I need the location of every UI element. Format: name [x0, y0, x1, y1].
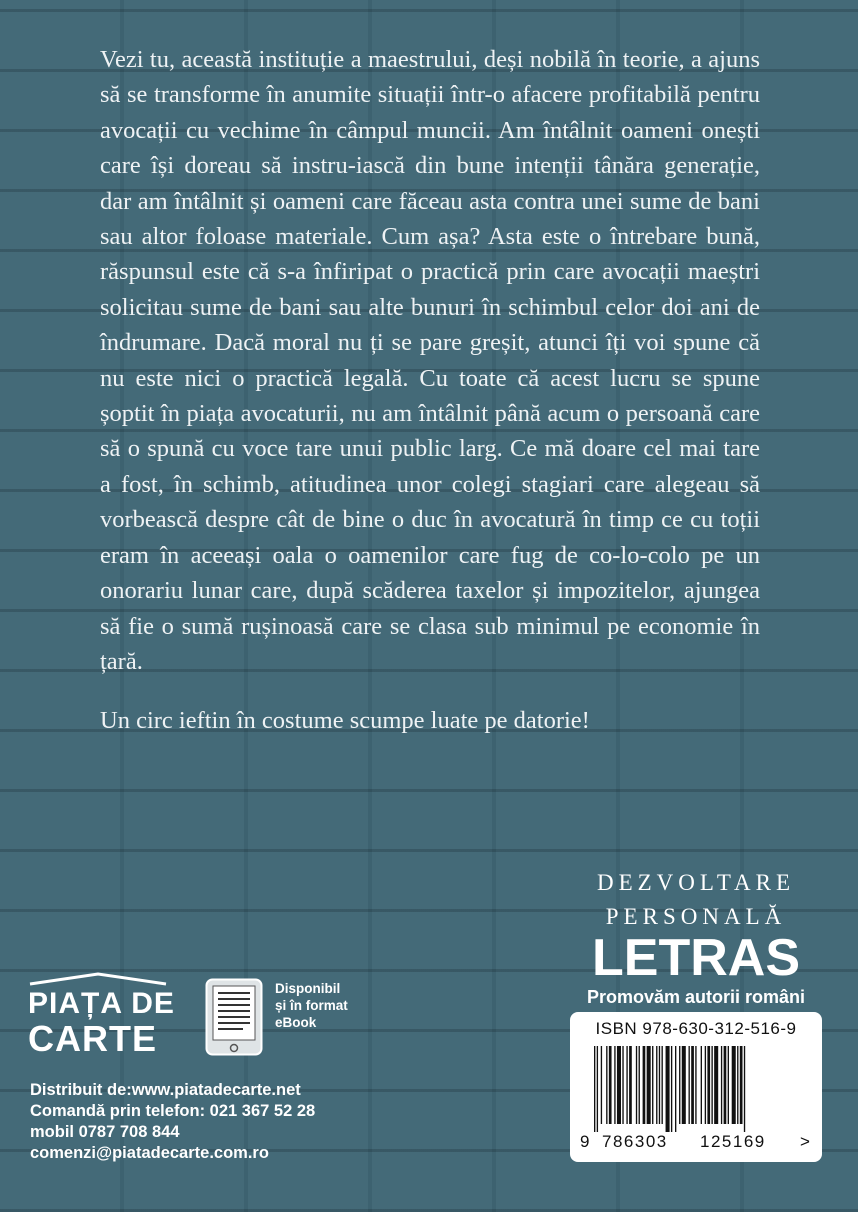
barcode-bar: [606, 1046, 607, 1124]
ereader-icon: [205, 978, 263, 1056]
barcode-bar: [597, 1046, 598, 1132]
barcode-bar: [744, 1046, 745, 1132]
contact-phone: Comandă prin telefon: 021 367 52 28: [30, 1102, 316, 1120]
barcode-bar: [721, 1046, 722, 1124]
barcode-bar: [705, 1046, 706, 1124]
barcode-bar: [707, 1046, 710, 1124]
barcode-bar: [601, 1046, 602, 1124]
barcode-bar: [724, 1046, 727, 1124]
isbn-barcode-panel: [570, 1012, 822, 1162]
collection-line-2: PERSONALĂ: [605, 904, 787, 929]
ebook-availability-note: [275, 980, 385, 1031]
barcode: [580, 1046, 812, 1132]
barcode-bar: [679, 1046, 680, 1124]
back-cover-text: [100, 42, 760, 739]
publisher-tagline: Promovăm autorii români: [586, 987, 806, 1007]
barcode-digits-right: 125169: [700, 1132, 766, 1151]
barcode-bar: [662, 1046, 663, 1124]
collection-line-1: DEZVOLTARE: [596, 870, 796, 895]
roof-icon: [28, 972, 168, 986]
contact-email: comenzi@piatadecarte.com.ro: [30, 1144, 269, 1162]
collection-label: [562, 866, 830, 934]
distributor-logo: [28, 972, 178, 1058]
barcode-bar: [617, 1046, 621, 1124]
barcode-bar: [701, 1046, 702, 1124]
barcode-digits: [580, 1132, 812, 1152]
barcode-bar: [609, 1046, 612, 1124]
barcode-bar: [691, 1046, 694, 1124]
barcode-bar: [643, 1046, 646, 1124]
ebook-line-1: Disponibil: [275, 981, 341, 996]
barcode-bar: [659, 1046, 660, 1124]
barcode-bar: [636, 1046, 637, 1124]
barcode-bar: [594, 1046, 595, 1132]
contact-mobile: mobil 0787 708 844: [30, 1123, 180, 1141]
ebook-line-3: eBook: [275, 1015, 317, 1030]
ebook-line-2: și în format: [275, 998, 348, 1013]
barcode-bar: [622, 1046, 623, 1124]
barcode-bar: [614, 1046, 615, 1124]
barcode-bar: [714, 1046, 718, 1124]
barcode-bar: [689, 1046, 690, 1124]
body-paragraph-2: Un circ ieftin în costume scumpe luate pe datorie!: [100, 707, 590, 735]
distributor-contact: [30, 1080, 530, 1164]
barcode-bar: [626, 1046, 627, 1124]
barcode-bar: [656, 1046, 657, 1124]
distributor-logo-line-1: PIAȚA DE: [28, 987, 175, 1020]
publisher-logo: LETRAS: [592, 929, 800, 987]
barcode-digit-first: 9: [580, 1132, 590, 1151]
barcode-bar: [695, 1046, 696, 1124]
body-paragraph-1: Vezi tu, această instituție a maestrului, deși nobilă în teorie, a ajuns să se transforme în anumite situații într-o afacere profitabilă pentru avocații cu vechime în câmpul muncii. Am întâlnit oameni onești care își doreau să instru-iască din bune intenții tânăra generație, dar am întâlnit și oameni care făceau asta contra unei sume de bani sau altor foloase materiale. Cum așa? Asta este o întrebare bună, răspunsul este că s-a înfiripat o practică prin care avocații maeștri solicitau sume de bani sau alte bunuri în schimbul celor doi ani de îndrumare. Dacă moral nu ți se pare greșit, atunci îți voi spune că nu este nici o practică legală. Cu toate că acest lucru se spune șoptit în piața avocaturii, nu am întâlnit până acum o persoană care să o spună cu voce tare unui public larg. Ce mă doare cel mai tare a fost, în schimb, atitudinea unor colegi stagiari care alegeau să vorbească despre cât de bine o duc în avocatură în timp ce cu toții eram în aceeași oala o oamenilor care fug de co-lo-colo pe un onorariu lunar care, după scăderea taxelor și impozitelor, ajungea să fie o sumă rușinoasă care se clasa sub minimul pe economie în țară.: [100, 46, 760, 675]
barcode-digits-left: 786303: [602, 1132, 668, 1151]
barcode-bar: [740, 1046, 743, 1124]
barcode-bar: [728, 1046, 729, 1124]
isbn-label: ISBN 978-630-312-516-9: [595, 1019, 797, 1038]
barcode-bar: [675, 1046, 676, 1132]
barcode-bar: [732, 1046, 736, 1124]
barcode-bar: [639, 1046, 640, 1124]
barcode-digit-end: >: [800, 1132, 810, 1151]
barcode-bar: [682, 1046, 686, 1124]
barcode-bar: [652, 1046, 653, 1124]
barcode-bar: [671, 1046, 672, 1132]
barcode-bar: [711, 1046, 712, 1124]
distributor-logo-line-2: CARTE: [28, 1018, 157, 1059]
barcode-bar: [629, 1046, 632, 1124]
barcode-bar: [666, 1046, 670, 1132]
contact-website: Distribuit de:www.piatadecarte.net: [30, 1081, 301, 1099]
barcode-bar: [647, 1046, 651, 1124]
barcode-bar: [737, 1046, 738, 1124]
